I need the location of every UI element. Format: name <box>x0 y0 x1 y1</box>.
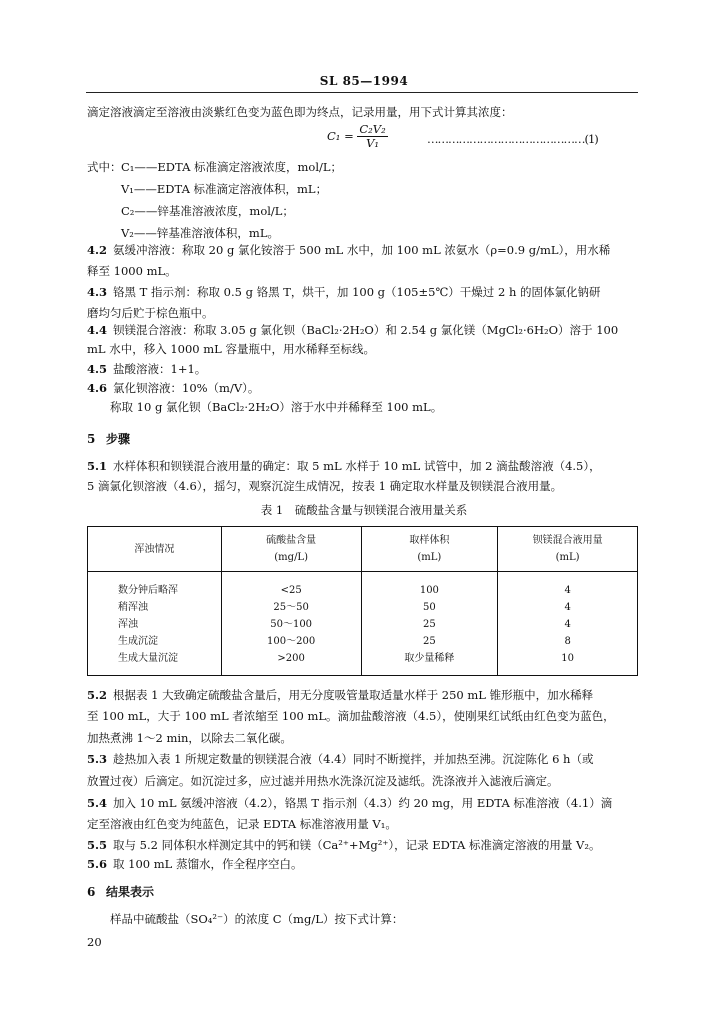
titration-intro: 滴定溶液滴定至溶液由淡紫红色变为蓝色即为终点，记录用量，用下式计算其浓度： <box>87 105 513 119</box>
table-1-caption: 表 1 硫酸盐含量与钡镁混合液用量关系 <box>260 503 468 517</box>
formula-1-lhs: C₁ = <box>327 128 354 143</box>
table-cell: 数分钟后略浑 <box>88 572 222 600</box>
header-unit: (mL) <box>417 552 442 563</box>
section-5-6-text: 取 100 mL 蒸馏水，作全程序空白。 <box>113 857 303 871</box>
where-item: C₂——锌基准溶液浓度，mol/L； <box>121 204 294 218</box>
standard-header: SL 85—1994 <box>319 74 409 88</box>
table-cell: 8 <box>498 633 638 650</box>
section-5-1-text: 5 滴氯化钡溶液（4.6），摇匀，观察沉淀生成情况，按表 1 确定取水样量及钡镁混合液用量。 <box>87 479 563 493</box>
table-cell: 10 <box>498 650 638 676</box>
section-4-4-text: mL 水中，移入 1000 mL 容量瓶中，用水稀释至标线。 <box>87 342 375 356</box>
section-6-text: 样品中硫酸盐（SO₄²⁻）的浓度 C（mg/L）按下式计算： <box>110 912 404 926</box>
section-6-title: 结果表示 <box>106 885 155 899</box>
section-5-6-number: 5.6 <box>87 857 108 871</box>
table-row <box>88 650 638 676</box>
section-4-2-text: 释至 1000 mL。 <box>87 264 177 278</box>
table-cell: >200 <box>221 650 361 676</box>
header-label: 浑浊情况 <box>134 543 175 555</box>
section-5-5-number: 5.5 <box>87 838 108 852</box>
table-header-cell <box>498 527 638 572</box>
section-4-5-text: 盐酸溶液：1+1。 <box>113 362 207 376</box>
table-1 <box>87 526 638 676</box>
section-5-3-number: 5.3 <box>87 752 108 766</box>
table-cell: 100 <box>361 572 498 600</box>
table-cell: 取少量稀释 <box>361 650 498 676</box>
table-cell: <25 <box>221 572 361 600</box>
section-4-6-number: 4.6 <box>87 381 108 395</box>
table-header-cell <box>88 527 222 572</box>
section-5-1-text: 水样体积和钡镁混合液用量的确定：取 5 mL 水样于 10 mL 试管中，加 2 滴盐酸溶液（4.5）， <box>113 459 601 473</box>
section-4-3-text: 磨均匀后贮于棕色瓶中。 <box>87 306 214 320</box>
table-row <box>88 599 638 616</box>
section-4-4-number: 4.4 <box>87 323 108 337</box>
section-4-2-number: 4.2 <box>87 243 108 257</box>
section-5-5-text: 取与 5.2 同体积水样测定其中的钙和镁（Ca²⁺+Mg²⁺），记录 EDTA 标准滴定溶液的用量 V₂。 <box>113 838 601 852</box>
section-4-3-text: 铬黑 T 指示剂：称取 0.5 g 铬黑 T，烘干，加 100 g（105±5℃）干燥过 2 h 的固体氯化钠研 <box>113 285 601 299</box>
header-rule <box>86 92 638 93</box>
section-4-5-number: 4.5 <box>87 362 108 376</box>
page-number: 20 <box>87 935 102 949</box>
formula-1-denominator: V₁ <box>366 136 379 151</box>
header-unit: (mL) <box>555 552 580 563</box>
where-item: C₁——EDTA 标准滴定溶液浓度，mol/L； <box>121 160 343 174</box>
table-cell: 25 <box>361 633 498 650</box>
section-5-4-text: 定至溶液由红色变为纯蓝色，记录 EDTA 标准溶液用量 V₁。 <box>87 817 397 831</box>
section-6-number: 6 <box>87 885 96 899</box>
table-cell: 稍浑浊 <box>88 599 222 616</box>
section-4-4-text: 钡镁混合溶液：称取 3.05 g 氯化钡（BaCl₂·2H₂O）和 2.54 g 氯化镁（MgCl₂·6H₂O）溶于 100 <box>113 323 619 337</box>
table-cell: 50 <box>361 599 498 616</box>
table-cell: 4 <box>498 616 638 633</box>
section-5-2-number: 5.2 <box>87 688 108 702</box>
table-cell: 4 <box>498 572 638 600</box>
formula-1 <box>327 123 388 150</box>
header-unit: (mg/L) <box>274 552 308 563</box>
where-lead: 式中： <box>87 160 122 174</box>
table-cell: 浑浊 <box>88 616 222 633</box>
table-row <box>88 616 638 633</box>
section-5-1-number: 5.1 <box>87 459 108 473</box>
section-5-4-number: 5.4 <box>87 796 108 810</box>
where-item: V₂——锌基准溶液体积，mL。 <box>121 226 279 240</box>
formula-1-number: ………………………………………(1) <box>427 132 598 146</box>
table-cell: 生成沉淀 <box>88 633 222 650</box>
table-header-cell <box>361 527 498 572</box>
header-label: 取样体积 <box>409 535 450 546</box>
section-5-2-text: 根据表 1 大致确定硫酸盐含量后，用无分度吸管量取适量水样于 250 mL 锥形瓶中，加水稀释 <box>113 688 594 702</box>
section-4-2-text: 氨缓冲溶液：称取 20 g 氯化铵溶于 500 mL 水中，加 100 mL 浓氨水（ρ=0.9 g/mL），用水稀 <box>113 243 611 257</box>
section-4-6-text: 氯化钡溶液：10%（m/V）。 <box>113 381 260 395</box>
table-header-row <box>88 527 638 572</box>
table-cell: 4 <box>498 599 638 616</box>
table-cell: 100～200 <box>221 633 361 650</box>
section-5-3-text: 放置过夜）后滴定。如沉淀过多，应过滤并用热水洗涤沉淀及滤纸。洗涤液并入滤液后滴定。 <box>87 774 559 788</box>
section-5-title: 步骤 <box>106 432 131 446</box>
formula-1-numerator: C₂V₂ <box>359 122 386 136</box>
section-5-4-text: 加入 10 mL 氨缓冲溶液（4.2），铬黑 T 指示剂（4.3）约 20 mg，用 EDTA 标准溶液（4.1）滴 <box>113 796 613 810</box>
table-row <box>88 572 638 600</box>
table-cell: 生成大量沉淀 <box>88 650 222 676</box>
table-cell: 25 <box>361 616 498 633</box>
header-label: 钡镁混合液用量 <box>532 535 603 546</box>
section-5-3-text: 趁热加入表 1 所规定数量的钡镁混合液（4.4）同时不断搅拌，并加热至沸。沉淀陈化 6 h（或 <box>113 752 594 766</box>
section-4-6-text: 称取 10 g 氯化钡（BaCl₂·2H₂O）溶于水中并稀释至 100 mL。 <box>110 400 443 414</box>
table-cell: 25～50 <box>221 599 361 616</box>
section-5-2-text: 加热煮沸 1～2 min，以除去二氧化碳。 <box>87 731 292 745</box>
header-label: 硫酸盐含量 <box>266 535 317 546</box>
table-cell: 50～100 <box>221 616 361 633</box>
table-row <box>88 633 638 650</box>
table-header-cell <box>221 527 361 572</box>
section-5-2-text: 至 100 mL，大于 100 mL 者浓缩至 100 mL。滴加盐酸溶液（4.5），使刚果红试纸由红色变为蓝色， <box>87 709 615 723</box>
formula-1-fraction <box>357 123 387 150</box>
section-5-number: 5 <box>87 432 96 446</box>
where-item: V₁——EDTA 标准滴定溶液体积，mL； <box>121 182 328 196</box>
section-4-3-number: 4.3 <box>87 285 108 299</box>
